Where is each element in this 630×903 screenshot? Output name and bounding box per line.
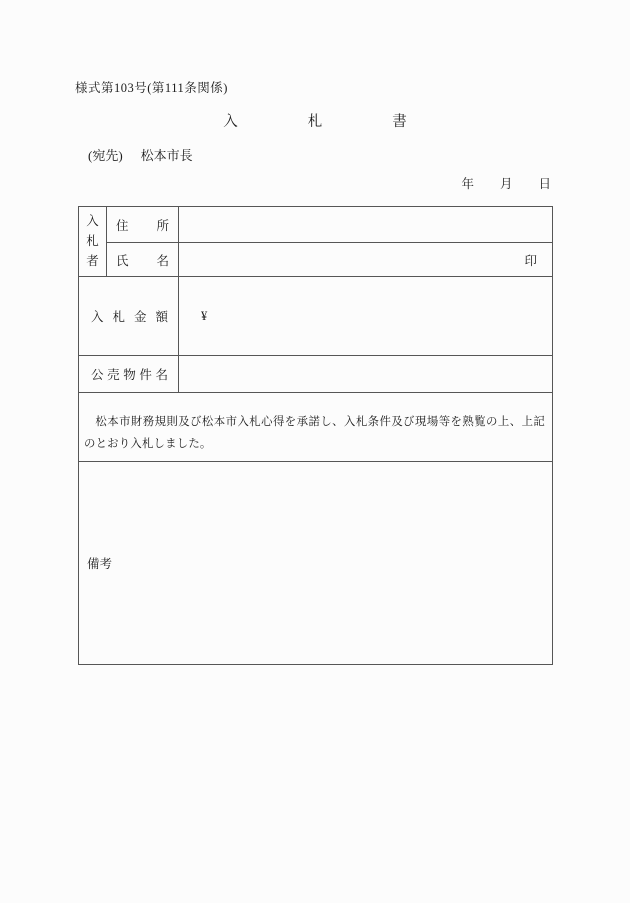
property-name-field[interactable] <box>179 356 553 393</box>
form-number: 様式第103号(第111条関係) <box>75 81 228 95</box>
addressee-prefix: (宛先) <box>88 148 123 163</box>
remarks-label: 備考 <box>87 557 113 571</box>
page-title-row <box>0 110 630 131</box>
property-name-label: 公 売 物 件 名 <box>91 368 168 382</box>
date-line <box>78 174 552 192</box>
bid-amount-label: 入 札 金 額 <box>91 310 168 324</box>
page-title: 入札書 <box>223 114 477 130</box>
bid-amount-label-cell <box>79 277 179 356</box>
bidder-group-label: 入 札 者 <box>86 214 99 268</box>
name-label-cell <box>107 243 179 277</box>
name-label: 氏 名 <box>116 253 169 268</box>
addressee-name: 松本市長 <box>140 148 193 163</box>
statement-row <box>79 393 553 462</box>
statement-text: 松本市財務規則及び松本市入札心得を承諾し、入札条件及び現場等を熟覧の上、上記のとおり入札しました。 <box>84 415 545 450</box>
address-field[interactable] <box>179 207 553 243</box>
name-row <box>79 243 553 277</box>
year-label: 年 <box>461 177 474 191</box>
bid-amount-field[interactable] <box>179 277 553 356</box>
seal-mark: 印 <box>524 253 537 268</box>
address-row <box>79 207 553 243</box>
day-label: 日 <box>538 177 551 191</box>
address-label-cell <box>107 207 179 243</box>
remarks-area[interactable] <box>79 462 553 665</box>
property-name-label-cell <box>79 356 179 393</box>
bid-form-table <box>78 206 553 665</box>
currency-symbol: ¥ <box>201 308 208 323</box>
statement-cell <box>79 393 553 462</box>
address-label: 住 所 <box>116 218 169 233</box>
name-field[interactable] <box>179 243 553 277</box>
remarks-row <box>79 462 553 665</box>
addressee-line <box>88 145 193 164</box>
bid-amount-row <box>79 277 553 356</box>
bidder-group-cell <box>79 207 107 277</box>
property-name-row <box>79 356 553 393</box>
month-label: 月 <box>499 177 513 191</box>
